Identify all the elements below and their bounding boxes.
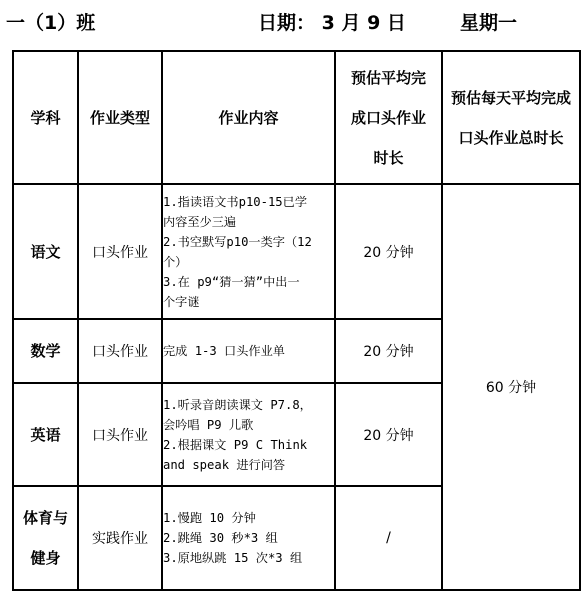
content-line: 会吟唱 P9 儿歌 [163, 417, 254, 432]
subject-cell: 数学 [13, 319, 78, 383]
duration-cell: 20 分钟 [335, 319, 442, 383]
content-line: and speak 进行问答 [163, 457, 286, 472]
duration-cell: 20 分钟 [335, 383, 442, 486]
header-total-time [442, 51, 580, 184]
content-cell [162, 319, 335, 383]
content-line: 1.慢跑 10 分钟 [163, 511, 256, 525]
header-total-time-line: 口头作业总时长 [458, 128, 564, 147]
type-cell: 口头作业 [78, 319, 162, 383]
page-header [0, 8, 588, 38]
content-line: 个） [163, 254, 188, 269]
subject-cell: 语文 [13, 184, 78, 319]
header-est-time [335, 51, 442, 184]
header-content: 作业内容 [162, 51, 335, 184]
subject-cell: 英语 [13, 383, 78, 486]
content-line: 1.指读语文书p10-15已学 [163, 194, 308, 209]
header-est-time-line: 时长 [373, 148, 404, 167]
content-cell [162, 383, 335, 486]
content-line: 1.听录音朗读课文 P7.8， [163, 397, 312, 412]
date-label: 日期： 3 月 9 日 [258, 12, 406, 34]
subject-line: 体育与 [22, 509, 68, 527]
content-cell [162, 184, 335, 319]
header-type: 作业类型 [78, 51, 162, 184]
header-total-time-line: 预估每天平均完成 [450, 88, 571, 107]
content-line: 内容至少三遍 [163, 214, 237, 229]
content-line: 2.根据课文 P9 C Think [163, 437, 308, 452]
header-est-time-line: 成口头作业 [350, 108, 426, 127]
type-cell: 口头作业 [78, 184, 162, 319]
homework-table [12, 50, 581, 591]
total-time-cell: 60 分钟 [442, 184, 580, 590]
content-line: 2.书空默写p10一类字（12 [163, 234, 312, 249]
type-cell: 口头作业 [78, 383, 162, 486]
header-row [13, 51, 580, 184]
subject-cell [13, 486, 78, 590]
header-subject: 学科 [13, 51, 78, 184]
duration-cell: 20 分钟 [335, 184, 442, 319]
content-line: 3.在 p9“猜一猜”中出一 [163, 274, 300, 289]
content-line: 2.跳绳 30 秒*3 组 [163, 531, 278, 545]
weekday-label: 星期一 [460, 12, 518, 34]
content-cell [162, 486, 335, 590]
class-name: 一（1）班 [6, 12, 96, 34]
subject-line: 健身 [30, 549, 61, 567]
type-cell: 实践作业 [78, 486, 162, 590]
header-est-time-line: 预估平均完 [350, 68, 426, 87]
content-line: 3.原地纵跳 15 次*3 组 [163, 551, 303, 565]
table-row [13, 184, 580, 319]
content-line: 个字谜 [163, 294, 200, 309]
duration-cell: / [335, 486, 442, 590]
content-line: 完成 1-3 口头作业单 [163, 344, 285, 358]
